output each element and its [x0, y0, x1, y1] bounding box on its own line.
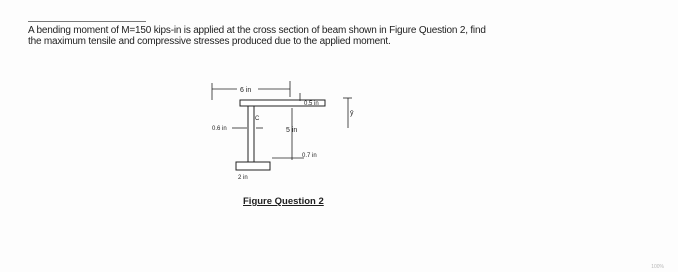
centroid-label: C [255, 116, 260, 122]
beam-cross-section-drawing [200, 70, 380, 190]
bottom-flange-width-label: 2 in [238, 175, 248, 181]
web-height-label: 5 in [286, 127, 298, 134]
beam-cross-section-figure [200, 70, 380, 190]
neutral-axis-label: ȳ [350, 110, 354, 117]
question-line-1: A bending moment of M=150 kips-in is applied at the cross section of beam shown in Figure Question 2, find [28, 25, 486, 36]
figure-caption: Figure Question 2 [243, 196, 324, 207]
bottom-flange-thickness-label: 0.7 in [302, 153, 317, 159]
top-flange-width-label: 6 in [240, 87, 252, 94]
question-line-2: the maximum tensile and compressive stresses produced due to the applied moment. [28, 36, 391, 47]
header-rule [28, 21, 146, 22]
bottom-flange [236, 162, 270, 170]
web [248, 106, 254, 168]
footer-note: 100% [651, 264, 664, 270]
web-thickness-label: 0.6 in [212, 126, 227, 132]
top-flange-thickness-label: 0.5 in [304, 101, 319, 107]
question-text [28, 25, 588, 47]
